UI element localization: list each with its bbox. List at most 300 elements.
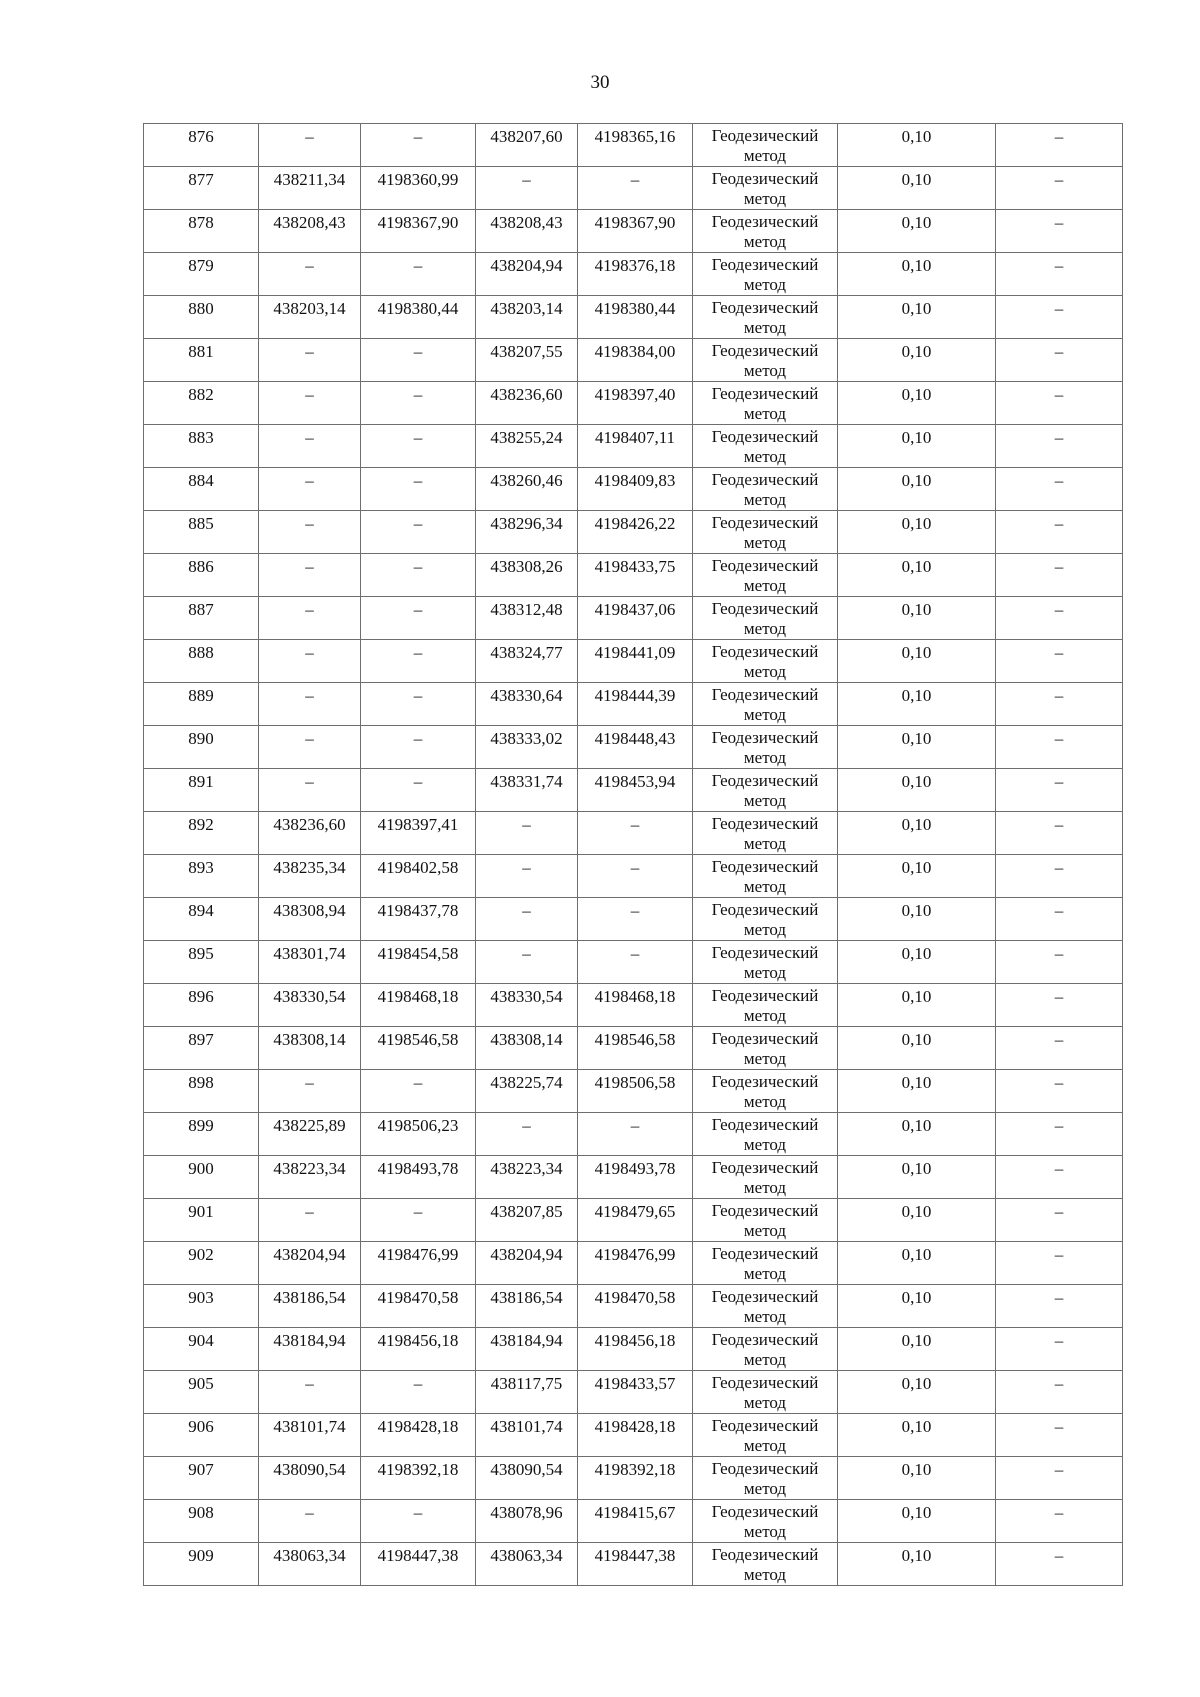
accuracy-cell: 0,10 — [838, 597, 996, 640]
method-cell: Геодезический метод — [693, 1500, 838, 1543]
note-cell: – — [996, 855, 1123, 898]
new-x-cell: 438236,60 — [476, 382, 578, 425]
new-x-cell: 438208,43 — [476, 210, 578, 253]
method-cell: Геодезический метод — [693, 382, 838, 425]
point-number-cell: 898 — [144, 1070, 259, 1113]
new-y-cell: 4198447,38 — [578, 1543, 693, 1586]
new-y-cell: 4198433,57 — [578, 1371, 693, 1414]
note-cell: – — [996, 1156, 1123, 1199]
method-cell: Геодезический метод — [693, 425, 838, 468]
table-row — [144, 210, 1123, 253]
table-row — [144, 1328, 1123, 1371]
table-row — [144, 1371, 1123, 1414]
existing-y-cell: 4198447,38 — [361, 1543, 476, 1586]
method-cell: Геодезический метод — [693, 1199, 838, 1242]
new-x-cell: – — [476, 941, 578, 984]
new-x-cell: 438308,26 — [476, 554, 578, 597]
note-cell: – — [996, 1027, 1123, 1070]
note-cell: – — [996, 1199, 1123, 1242]
method-cell: Геодезический метод — [693, 1328, 838, 1371]
existing-x-cell: – — [259, 124, 361, 167]
new-y-cell: 4198415,67 — [578, 1500, 693, 1543]
existing-x-cell: 438308,14 — [259, 1027, 361, 1070]
new-y-cell: 4198365,16 — [578, 124, 693, 167]
note-cell: – — [996, 683, 1123, 726]
new-y-cell: 4198392,18 — [578, 1457, 693, 1500]
note-cell: – — [996, 511, 1123, 554]
existing-y-cell: 4198428,18 — [361, 1414, 476, 1457]
new-x-cell: 438296,34 — [476, 511, 578, 554]
point-number-cell: 884 — [144, 468, 259, 511]
existing-x-cell: – — [259, 683, 361, 726]
new-x-cell: 438207,85 — [476, 1199, 578, 1242]
table-row — [144, 1414, 1123, 1457]
method-cell: Геодезический метод — [693, 683, 838, 726]
new-x-cell: 438308,14 — [476, 1027, 578, 1070]
note-cell: – — [996, 1543, 1123, 1586]
existing-x-cell: – — [259, 425, 361, 468]
table-row — [144, 984, 1123, 1027]
point-number-cell: 890 — [144, 726, 259, 769]
method-cell: Геодезический метод — [693, 898, 838, 941]
page-number: 30 — [590, 72, 610, 93]
existing-y-cell: 4198437,78 — [361, 898, 476, 941]
point-number-cell: 888 — [144, 640, 259, 683]
existing-y-cell: – — [361, 1371, 476, 1414]
point-number-cell: 882 — [144, 382, 259, 425]
new-x-cell: 438330,64 — [476, 683, 578, 726]
table-row — [144, 769, 1123, 812]
method-cell: Геодезический метод — [693, 812, 838, 855]
point-number-cell: 881 — [144, 339, 259, 382]
method-cell: Геодезический метод — [693, 1414, 838, 1457]
table-row — [144, 812, 1123, 855]
table-row — [144, 1242, 1123, 1285]
existing-x-cell: – — [259, 1199, 361, 1242]
existing-x-cell: – — [259, 597, 361, 640]
new-y-cell: – — [578, 167, 693, 210]
new-y-cell: 4198546,58 — [578, 1027, 693, 1070]
new-x-cell: 438204,94 — [476, 253, 578, 296]
new-y-cell: – — [578, 855, 693, 898]
accuracy-cell: 0,10 — [838, 1457, 996, 1500]
new-y-cell: 4198367,90 — [578, 210, 693, 253]
point-number-cell: 893 — [144, 855, 259, 898]
existing-x-cell: 438330,54 — [259, 984, 361, 1027]
accuracy-cell: 0,10 — [838, 468, 996, 511]
existing-y-cell: – — [361, 511, 476, 554]
new-x-cell: 438207,60 — [476, 124, 578, 167]
existing-x-cell: – — [259, 1500, 361, 1543]
existing-y-cell: 4198454,58 — [361, 941, 476, 984]
note-cell: – — [996, 726, 1123, 769]
method-cell: Геодезический метод — [693, 253, 838, 296]
existing-y-cell: – — [361, 769, 476, 812]
note-cell: – — [996, 124, 1123, 167]
new-y-cell: 4198444,39 — [578, 683, 693, 726]
method-cell: Геодезический метод — [693, 1113, 838, 1156]
table-row — [144, 468, 1123, 511]
existing-y-cell: 4198546,58 — [361, 1027, 476, 1070]
point-number-cell: 897 — [144, 1027, 259, 1070]
table-row — [144, 1027, 1123, 1070]
table-row — [144, 1199, 1123, 1242]
method-cell: Геодезический метод — [693, 167, 838, 210]
method-cell: Геодезический метод — [693, 124, 838, 167]
table-row — [144, 511, 1123, 554]
new-y-cell: 4198453,94 — [578, 769, 693, 812]
table-row — [144, 1113, 1123, 1156]
table-row — [144, 554, 1123, 597]
existing-x-cell: – — [259, 382, 361, 425]
method-cell: Геодезический метод — [693, 511, 838, 554]
new-x-cell: 438186,54 — [476, 1285, 578, 1328]
point-number-cell: 895 — [144, 941, 259, 984]
point-number-cell: 901 — [144, 1199, 259, 1242]
table-body — [144, 124, 1123, 1586]
accuracy-cell: 0,10 — [838, 1242, 996, 1285]
existing-y-cell: – — [361, 468, 476, 511]
new-x-cell: 438255,24 — [476, 425, 578, 468]
note-cell: – — [996, 1328, 1123, 1371]
new-x-cell: 438204,94 — [476, 1242, 578, 1285]
note-cell: – — [996, 1457, 1123, 1500]
point-number-cell: 880 — [144, 296, 259, 339]
existing-x-cell: – — [259, 253, 361, 296]
existing-x-cell: 438236,60 — [259, 812, 361, 855]
note-cell: – — [996, 382, 1123, 425]
accuracy-cell: 0,10 — [838, 296, 996, 339]
point-number-cell: 891 — [144, 769, 259, 812]
existing-y-cell: 4198380,44 — [361, 296, 476, 339]
method-cell: Геодезический метод — [693, 1070, 838, 1113]
point-number-cell: 902 — [144, 1242, 259, 1285]
new-y-cell: – — [578, 812, 693, 855]
table-row — [144, 640, 1123, 683]
accuracy-cell: 0,10 — [838, 1199, 996, 1242]
existing-x-cell: – — [259, 468, 361, 511]
new-y-cell: 4198384,00 — [578, 339, 693, 382]
point-number-cell: 885 — [144, 511, 259, 554]
accuracy-cell: 0,10 — [838, 382, 996, 425]
new-x-cell: 438184,94 — [476, 1328, 578, 1371]
note-cell: – — [996, 339, 1123, 382]
point-number-cell: 886 — [144, 554, 259, 597]
accuracy-cell: 0,10 — [838, 726, 996, 769]
new-y-cell: 4198426,22 — [578, 511, 693, 554]
existing-x-cell: – — [259, 511, 361, 554]
note-cell: – — [996, 597, 1123, 640]
existing-x-cell: – — [259, 1371, 361, 1414]
method-cell: Геодезический метод — [693, 339, 838, 382]
new-y-cell: 4198470,58 — [578, 1285, 693, 1328]
new-y-cell: 4198433,75 — [578, 554, 693, 597]
new-y-cell: 4198407,11 — [578, 425, 693, 468]
accuracy-cell: 0,10 — [838, 1414, 996, 1457]
accuracy-cell: 0,10 — [838, 640, 996, 683]
table-row — [144, 597, 1123, 640]
accuracy-cell: 0,10 — [838, 1156, 996, 1199]
point-number-cell: 896 — [144, 984, 259, 1027]
table-row — [144, 855, 1123, 898]
method-cell: Геодезический метод — [693, 769, 838, 812]
new-y-cell: 4198506,58 — [578, 1070, 693, 1113]
point-number-cell: 903 — [144, 1285, 259, 1328]
note-cell: – — [996, 167, 1123, 210]
accuracy-cell: 0,10 — [838, 1285, 996, 1328]
new-x-cell: 438312,48 — [476, 597, 578, 640]
note-cell: – — [996, 640, 1123, 683]
table-row — [144, 726, 1123, 769]
method-cell: Геодезический метод — [693, 1027, 838, 1070]
note-cell: – — [996, 1414, 1123, 1457]
accuracy-cell: 0,10 — [838, 941, 996, 984]
new-x-cell: 438203,14 — [476, 296, 578, 339]
table-row — [144, 167, 1123, 210]
point-number-cell: 889 — [144, 683, 259, 726]
method-cell: Геодезический метод — [693, 468, 838, 511]
existing-y-cell: – — [361, 339, 476, 382]
point-number-cell: 900 — [144, 1156, 259, 1199]
method-cell: Геодезический метод — [693, 1285, 838, 1328]
accuracy-cell: 0,10 — [838, 812, 996, 855]
accuracy-cell: 0,10 — [838, 1070, 996, 1113]
note-cell: – — [996, 468, 1123, 511]
existing-x-cell: 438308,94 — [259, 898, 361, 941]
existing-y-cell: – — [361, 1500, 476, 1543]
new-y-cell: 4198448,43 — [578, 726, 693, 769]
note-cell: – — [996, 812, 1123, 855]
existing-y-cell: 4198506,23 — [361, 1113, 476, 1156]
new-y-cell: 4198456,18 — [578, 1328, 693, 1371]
method-cell: Геодезический метод — [693, 855, 838, 898]
note-cell: – — [996, 898, 1123, 941]
point-number-cell: 876 — [144, 124, 259, 167]
coordinates-table — [143, 123, 1123, 1586]
method-cell: Геодезический метод — [693, 984, 838, 1027]
accuracy-cell: 0,10 — [838, 339, 996, 382]
point-number-cell: 908 — [144, 1500, 259, 1543]
existing-x-cell: – — [259, 726, 361, 769]
new-x-cell: 438078,96 — [476, 1500, 578, 1543]
existing-x-cell: 438225,89 — [259, 1113, 361, 1156]
point-number-cell: 894 — [144, 898, 259, 941]
note-cell: – — [996, 1500, 1123, 1543]
table-row — [144, 941, 1123, 984]
existing-x-cell: 438184,94 — [259, 1328, 361, 1371]
note-cell: – — [996, 984, 1123, 1027]
accuracy-cell: 0,10 — [838, 425, 996, 468]
method-cell: Геодезический метод — [693, 640, 838, 683]
accuracy-cell: 0,10 — [838, 683, 996, 726]
table-row — [144, 1457, 1123, 1500]
existing-y-cell: 4198476,99 — [361, 1242, 476, 1285]
table-row — [144, 683, 1123, 726]
existing-x-cell: 438090,54 — [259, 1457, 361, 1500]
note-cell: – — [996, 941, 1123, 984]
existing-x-cell: – — [259, 769, 361, 812]
new-y-cell: 4198468,18 — [578, 984, 693, 1027]
existing-y-cell: 4198360,99 — [361, 167, 476, 210]
existing-y-cell: 4198468,18 — [361, 984, 476, 1027]
new-x-cell: 438223,34 — [476, 1156, 578, 1199]
method-cell: Геодезический метод — [693, 554, 838, 597]
method-cell: Геодезический метод — [693, 726, 838, 769]
existing-x-cell: 438101,74 — [259, 1414, 361, 1457]
existing-y-cell: – — [361, 382, 476, 425]
point-number-cell: 877 — [144, 167, 259, 210]
method-cell: Геодезический метод — [693, 1371, 838, 1414]
point-number-cell: 879 — [144, 253, 259, 296]
accuracy-cell: 0,10 — [838, 124, 996, 167]
existing-x-cell: – — [259, 640, 361, 683]
new-x-cell: – — [476, 898, 578, 941]
note-cell: – — [996, 253, 1123, 296]
existing-y-cell: – — [361, 640, 476, 683]
new-x-cell: 438225,74 — [476, 1070, 578, 1113]
table-row — [144, 1500, 1123, 1543]
point-number-cell: 883 — [144, 425, 259, 468]
point-number-cell: 909 — [144, 1543, 259, 1586]
new-x-cell: 438063,34 — [476, 1543, 578, 1586]
accuracy-cell: 0,10 — [838, 1500, 996, 1543]
method-cell: Геодезический метод — [693, 1156, 838, 1199]
new-y-cell: 4198479,65 — [578, 1199, 693, 1242]
new-x-cell: 438330,54 — [476, 984, 578, 1027]
existing-x-cell: 438223,34 — [259, 1156, 361, 1199]
accuracy-cell: 0,10 — [838, 855, 996, 898]
new-y-cell: 4198409,83 — [578, 468, 693, 511]
note-cell: – — [996, 1371, 1123, 1414]
method-cell: Геодезический метод — [693, 1242, 838, 1285]
table-row — [144, 1156, 1123, 1199]
table-row — [144, 1543, 1123, 1586]
accuracy-cell: 0,10 — [838, 210, 996, 253]
note-cell: – — [996, 554, 1123, 597]
existing-y-cell: – — [361, 1199, 476, 1242]
new-y-cell: 4198380,44 — [578, 296, 693, 339]
existing-x-cell: 438063,34 — [259, 1543, 361, 1586]
table-row — [144, 124, 1123, 167]
existing-x-cell: – — [259, 339, 361, 382]
new-x-cell: 438331,74 — [476, 769, 578, 812]
point-number-cell: 878 — [144, 210, 259, 253]
new-x-cell: 438260,46 — [476, 468, 578, 511]
new-y-cell: 4198441,09 — [578, 640, 693, 683]
table-row — [144, 1070, 1123, 1113]
existing-y-cell: – — [361, 253, 476, 296]
accuracy-cell: 0,10 — [838, 1371, 996, 1414]
new-x-cell: – — [476, 812, 578, 855]
existing-x-cell: – — [259, 1070, 361, 1113]
method-cell: Геодезический метод — [693, 1543, 838, 1586]
note-cell: – — [996, 1070, 1123, 1113]
table-row — [144, 296, 1123, 339]
accuracy-cell: 0,10 — [838, 253, 996, 296]
existing-x-cell: 438203,14 — [259, 296, 361, 339]
table-row — [144, 382, 1123, 425]
existing-y-cell: – — [361, 683, 476, 726]
point-number-cell: 887 — [144, 597, 259, 640]
accuracy-cell: 0,10 — [838, 1113, 996, 1156]
new-x-cell: 438101,74 — [476, 1414, 578, 1457]
existing-y-cell: – — [361, 726, 476, 769]
note-cell: – — [996, 1285, 1123, 1328]
existing-y-cell: 4198367,90 — [361, 210, 476, 253]
note-cell: – — [996, 296, 1123, 339]
new-y-cell: – — [578, 941, 693, 984]
new-x-cell: 438324,77 — [476, 640, 578, 683]
point-number-cell: 905 — [144, 1371, 259, 1414]
point-number-cell: 899 — [144, 1113, 259, 1156]
new-x-cell: 438090,54 — [476, 1457, 578, 1500]
new-y-cell: 4198428,18 — [578, 1414, 693, 1457]
new-y-cell: 4198493,78 — [578, 1156, 693, 1199]
table-row — [144, 339, 1123, 382]
existing-y-cell: 4198392,18 — [361, 1457, 476, 1500]
table-row — [144, 1285, 1123, 1328]
point-number-cell: 907 — [144, 1457, 259, 1500]
note-cell: – — [996, 769, 1123, 812]
new-x-cell: – — [476, 167, 578, 210]
method-cell: Геодезический метод — [693, 941, 838, 984]
method-cell: Геодезический метод — [693, 1457, 838, 1500]
note-cell: – — [996, 1242, 1123, 1285]
existing-y-cell: 4198456,18 — [361, 1328, 476, 1371]
new-y-cell: – — [578, 898, 693, 941]
new-y-cell: 4198437,06 — [578, 597, 693, 640]
existing-y-cell: – — [361, 124, 476, 167]
existing-x-cell: 438186,54 — [259, 1285, 361, 1328]
method-cell: Геодезический метод — [693, 597, 838, 640]
accuracy-cell: 0,10 — [838, 769, 996, 812]
new-y-cell: 4198476,99 — [578, 1242, 693, 1285]
accuracy-cell: 0,10 — [838, 898, 996, 941]
new-y-cell: 4198376,18 — [578, 253, 693, 296]
accuracy-cell: 0,10 — [838, 1328, 996, 1371]
new-x-cell: 438333,02 — [476, 726, 578, 769]
existing-x-cell: 438301,74 — [259, 941, 361, 984]
existing-x-cell: – — [259, 554, 361, 597]
existing-y-cell: – — [361, 554, 476, 597]
new-y-cell: – — [578, 1113, 693, 1156]
existing-y-cell: 4198470,58 — [361, 1285, 476, 1328]
new-y-cell: 4198397,40 — [578, 382, 693, 425]
accuracy-cell: 0,10 — [838, 1027, 996, 1070]
existing-x-cell: 438208,43 — [259, 210, 361, 253]
table-row — [144, 898, 1123, 941]
new-x-cell: – — [476, 855, 578, 898]
note-cell: – — [996, 1113, 1123, 1156]
note-cell: – — [996, 210, 1123, 253]
accuracy-cell: 0,10 — [838, 1543, 996, 1586]
method-cell: Геодезический метод — [693, 296, 838, 339]
new-x-cell: – — [476, 1113, 578, 1156]
point-number-cell: 892 — [144, 812, 259, 855]
note-cell: – — [996, 425, 1123, 468]
new-x-cell: 438117,75 — [476, 1371, 578, 1414]
existing-y-cell: 4198493,78 — [361, 1156, 476, 1199]
existing-y-cell: 4198402,58 — [361, 855, 476, 898]
existing-x-cell: 438204,94 — [259, 1242, 361, 1285]
existing-x-cell: 438235,34 — [259, 855, 361, 898]
accuracy-cell: 0,10 — [838, 511, 996, 554]
accuracy-cell: 0,10 — [838, 554, 996, 597]
existing-x-cell: 438211,34 — [259, 167, 361, 210]
point-number-cell: 906 — [144, 1414, 259, 1457]
accuracy-cell: 0,10 — [838, 984, 996, 1027]
existing-y-cell: – — [361, 425, 476, 468]
